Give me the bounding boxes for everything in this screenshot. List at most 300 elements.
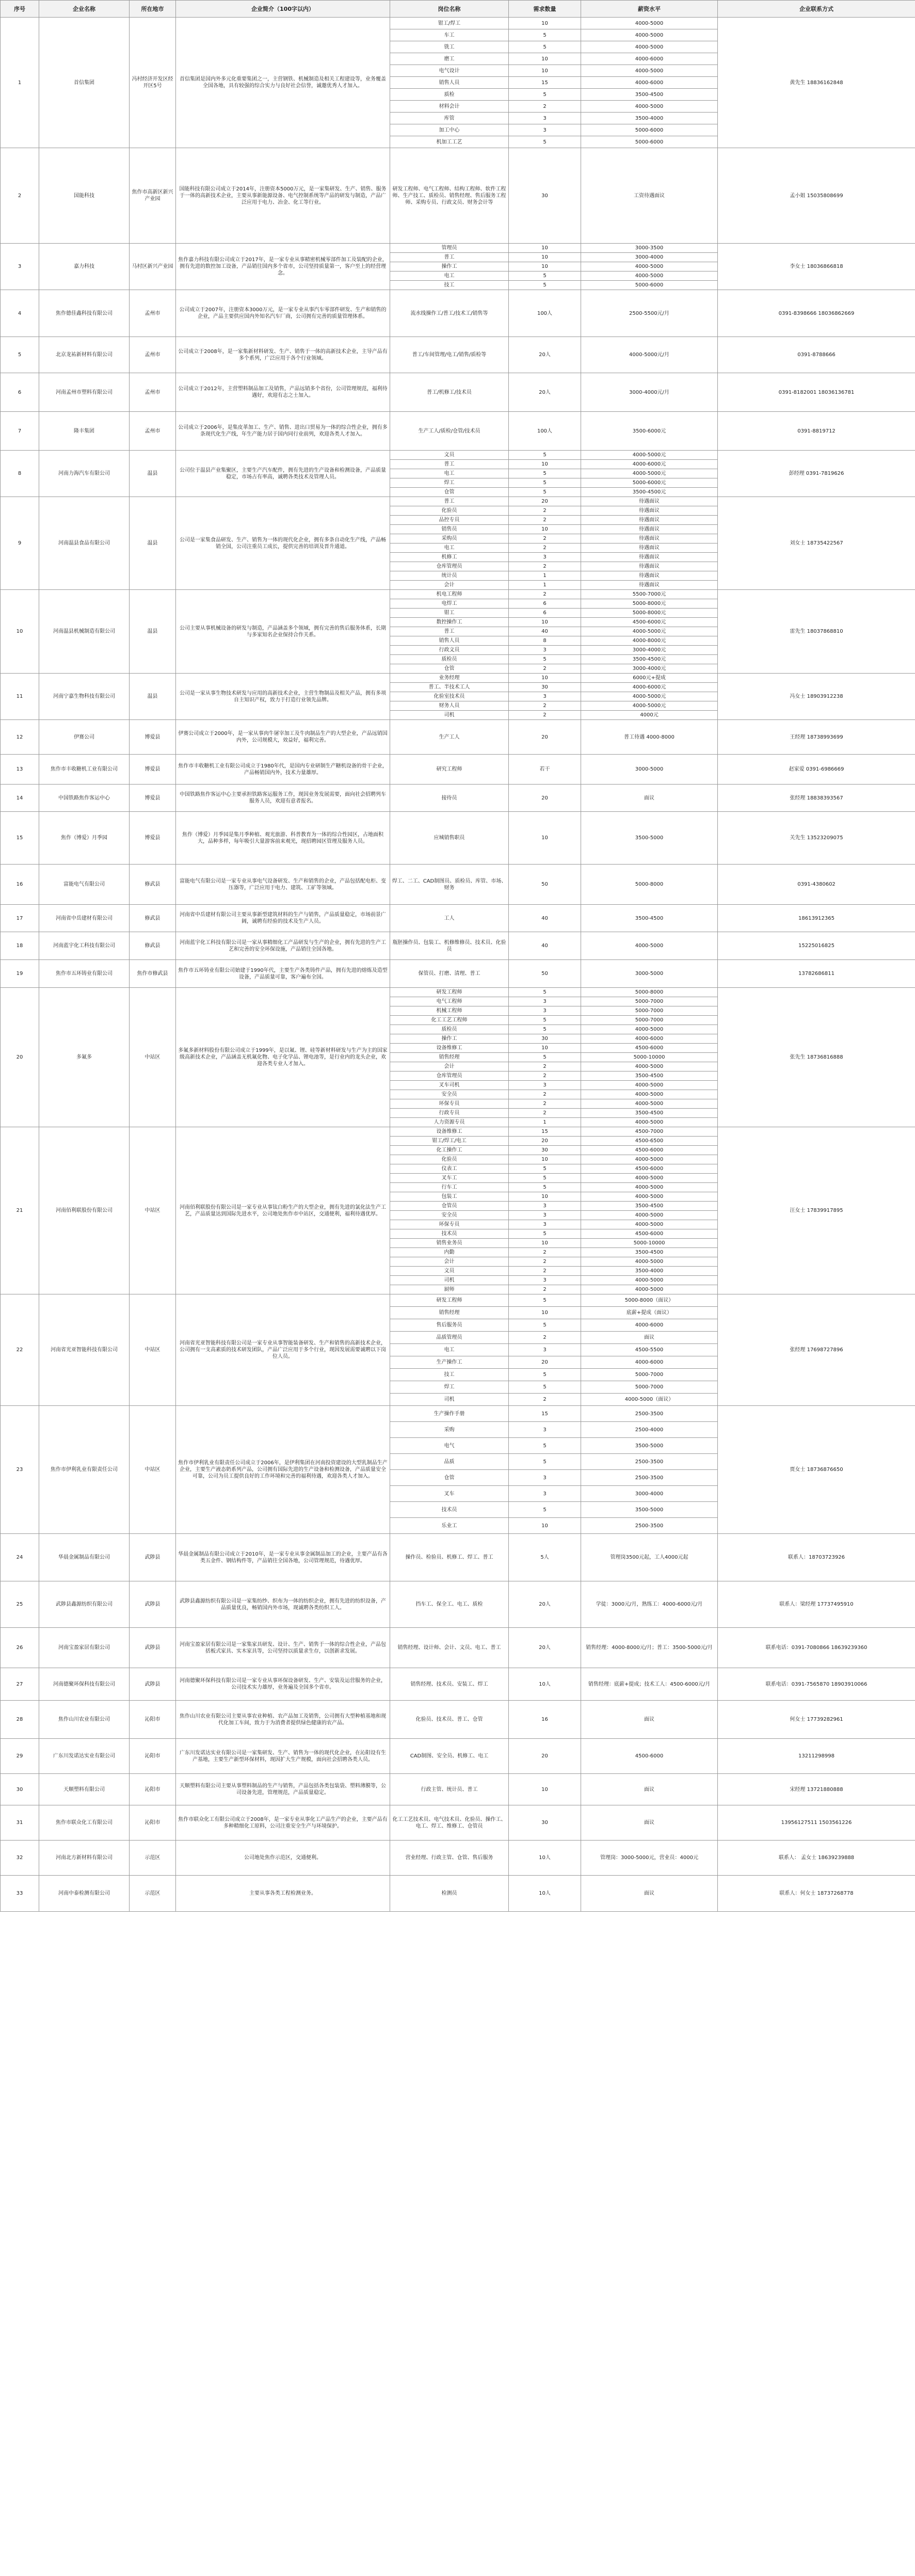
job-count-cell: 2 [509, 1267, 581, 1276]
salary-cell: 4000-6000 [581, 77, 718, 89]
city-cell: 温县 [130, 451, 176, 497]
job-count-cell: 30 [509, 1805, 581, 1841]
company-name-cell: 隆丰集团 [39, 412, 130, 451]
job-title-cell: 业务经理 [390, 674, 509, 683]
salary-cell: 4000-5000 [581, 262, 718, 271]
salary-cell: 面议 [581, 1332, 718, 1344]
job-title-cell: 机电工程师 [390, 590, 509, 599]
salary-cell: 4000-5000元/月 [581, 337, 718, 373]
table-row [1, 1739, 915, 1774]
contact-cell: 黄先生 18836162848 [718, 18, 915, 148]
salary-cell: 4000-6000元 [581, 460, 718, 469]
salary-cell: 3500-4500元 [581, 655, 718, 664]
table-row [1, 932, 915, 960]
index-cell: 21 [1, 1127, 39, 1294]
company-name-cell: 河南温县食品有限公司 [39, 497, 130, 590]
salary-cell: 3000-4000元/月 [581, 373, 718, 412]
job-title-cell: 安全员 [390, 1211, 509, 1220]
job-count-cell: 10人 [509, 1876, 581, 1912]
job-title-cell: 化验员、技术员、普工、仓管 [390, 1701, 509, 1739]
job-title-cell: 机加工工艺 [390, 136, 509, 148]
intro-cell: 多氟多新材料股份有限公司成立于1999年，是以氟、锂、硅等新材料研发与生产为主的国家级高新技术企业，产品涵盖无机氟化物、电子化学品、锂电池等，是行业内的龙头企业，欢迎各类专业人才加入。 [176, 988, 390, 1127]
contact-cell: 张经理 17698727896 [718, 1294, 915, 1406]
job-title-cell: 机械工程师 [390, 1006, 509, 1016]
job-count-cell: 2 [509, 1257, 581, 1267]
table-row [1, 497, 915, 506]
job-title-cell: 数控操作工 [390, 618, 509, 627]
intro-cell: 首信集团是国内外多元化重要集团之一，主营钢铁、机械制造及相关工程建设等，业务覆盖全国各地，具有较强的综合实力与良好社会信誉，诚邀优秀人才加入。 [176, 18, 390, 148]
job-title-cell: 普工 [390, 627, 509, 636]
salary-cell: 5000-7000 [581, 1381, 718, 1394]
salary-cell: 底薪+提成（面议） [581, 1307, 718, 1319]
job-count-cell: 20 [509, 785, 581, 812]
city-cell: 沁阳市 [130, 1739, 176, 1774]
company-name-cell: 焦作市联众化工有限公司 [39, 1805, 130, 1841]
job-count-cell: 50 [509, 865, 581, 905]
job-title-cell: CAD制图、安全员、机修工、电工 [390, 1739, 509, 1774]
job-title-cell: 研发工程师 [390, 988, 509, 997]
job-title-cell: 普工 [390, 460, 509, 469]
city-cell: 沁阳市 [130, 1774, 176, 1805]
job-title-cell: 材料会计 [390, 101, 509, 113]
job-title-cell: 会计 [390, 1062, 509, 1071]
index-cell: 23 [1, 1406, 39, 1534]
intro-cell: 河南蓝宇化工科技有限公司是一家从事精细化工产品研发与生产的企业，拥有先进的生产工艺和完善的安全环保设施，产品销往全国各地。 [176, 932, 390, 960]
job-title-cell: 钳工/焊工 [390, 18, 509, 29]
job-count-cell: 20 [509, 1356, 581, 1369]
table-row [1, 1406, 915, 1422]
company-name-cell: 富能电气有限公司 [39, 865, 130, 905]
index-cell: 15 [1, 812, 39, 865]
intro-cell: 广东川发诺达实业有限公司是一家集研发、生产、销售为一体的现代化企业，在沁阳设有生产基地，主要生产新型环保材料，现因扩大生产规模，面向社会招聘各类人员。 [176, 1739, 390, 1774]
intro-cell: 伊赛公司成立于2000年，是一家从事肉牛屠宰加工及牛肉制品生产的大型企业，产品远销国内外，公司规模大，效益好，福利完善。 [176, 720, 390, 755]
table-row [1, 590, 915, 599]
job-title-cell: 加工中心 [390, 124, 509, 136]
table-row [1, 1628, 915, 1668]
job-title-cell: 操作员、检验员、机修工、焊工、普工 [390, 1534, 509, 1581]
salary-cell: 销售经理：4000-8000元/月；普工：3500-5000元/月 [581, 1628, 718, 1668]
table-row [1, 373, 915, 412]
job-count-cell: 2 [509, 1062, 581, 1071]
city-cell: 沁阳市 [130, 1701, 176, 1739]
job-count-cell: 10 [509, 244, 581, 253]
job-title-cell: 质检员 [390, 1025, 509, 1034]
salary-cell: 4000-5000 [581, 1090, 718, 1099]
table-row [1, 18, 915, 29]
job-count-cell: 20 [509, 1137, 581, 1146]
salary-cell: 3500-4500 [581, 905, 718, 932]
salary-cell: 4500-6000 [581, 1044, 718, 1053]
job-title-cell: 电气设计 [390, 65, 509, 77]
job-count-cell: 5 [509, 1438, 581, 1454]
job-title-cell: 磨工 [390, 53, 509, 65]
job-title-cell: 会计 [390, 581, 509, 590]
salary-cell: 3500-4500 [581, 1071, 718, 1081]
index-cell: 5 [1, 337, 39, 373]
index-cell: 10 [1, 590, 39, 674]
job-count-cell: 3 [509, 1006, 581, 1016]
company-name-cell: 广东川发诺达实业有限公司 [39, 1739, 130, 1774]
job-count-cell: 2 [509, 506, 581, 516]
job-title-cell: 营业经理、行政主管、仓管、售后服务 [390, 1841, 509, 1876]
contact-cell: 0391-8182001 18036136781 [718, 373, 915, 412]
job-count-cell: 5 [509, 1053, 581, 1062]
job-count-cell: 5 [509, 655, 581, 664]
company-name-cell: 焦作市伊利乳业有限责任公司 [39, 1406, 130, 1534]
header-job-count: 需求数量 [509, 1, 581, 18]
job-title-cell: 化验员 [390, 506, 509, 516]
salary-cell: 2500-3500 [581, 1454, 718, 1470]
salary-cell: 5500-7000元 [581, 590, 718, 599]
salary-cell: 3500-4000 [581, 113, 718, 124]
job-count-cell: 10 [509, 1239, 581, 1248]
contact-cell: 彭经理 0391-7819626 [718, 451, 915, 497]
contact-cell: 雷先生 18037868810 [718, 590, 915, 674]
job-count-cell: 100人 [509, 412, 581, 451]
salary-cell: 3500-4000 [581, 1267, 718, 1276]
job-title-cell: 研发工程师 [390, 1294, 509, 1307]
intro-cell: 河南佰利联股份有限公司是一家专业从事钛白粉生产的大型企业，拥有先进的氯化法生产工艺，产品质量达到国际先进水平，公司地处焦作市中站区，交通便利，福利待遇优厚。 [176, 1127, 390, 1294]
intro-cell: 河南德聚环保科技有限公司是一家专业从事环保设备研发、生产、安装及运营服务的企业，公司技术实力雄厚，业务遍及全国多个省市。 [176, 1668, 390, 1701]
job-title-cell: 质检 [390, 89, 509, 101]
contact-cell: 孟小姐 15035808699 [718, 148, 915, 244]
job-count-cell: 20 [509, 720, 581, 755]
job-title-cell: 财务人员 [390, 701, 509, 711]
job-title-cell: 生产操作手册 [390, 1406, 509, 1422]
job-title-cell: 仓库管理员 [390, 562, 509, 571]
city-cell: 博爱县 [130, 720, 176, 755]
company-name-cell: 焦作山川农业有限公司 [39, 1701, 130, 1739]
salary-cell: 5000-6000 [581, 136, 718, 148]
intro-cell: 公司主要从事机械设备的研发与制造，产品涵盖多个领域，拥有完善的售后服务体系，长期与多家知名企业保持合作关系。 [176, 590, 390, 674]
job-count-cell: 2 [509, 101, 581, 113]
index-cell: 28 [1, 1701, 39, 1739]
job-count-cell: 10 [509, 1155, 581, 1164]
contact-cell: 13782686811 [718, 960, 915, 988]
job-count-cell: 10人 [509, 1841, 581, 1876]
contact-cell: 联系人：梁经理 17737495910 [718, 1581, 915, 1628]
salary-cell: 4000-5000 [581, 1099, 718, 1109]
city-cell: 温县 [130, 497, 176, 590]
index-cell: 4 [1, 290, 39, 337]
table-row [1, 1127, 915, 1137]
job-count-cell: 2 [509, 1332, 581, 1344]
salary-cell: 3000-4000 [581, 253, 718, 262]
job-count-cell: 10 [509, 65, 581, 77]
table-row [1, 674, 915, 683]
job-title-cell: 设备维修工 [390, 1044, 509, 1053]
index-cell: 1 [1, 18, 39, 148]
job-title-cell: 销售员 [390, 525, 509, 534]
job-count-cell: 5 [509, 1025, 581, 1034]
salary-cell: 4000-5000 [581, 65, 718, 77]
job-title-cell: 司机 [390, 1394, 509, 1406]
salary-cell: 面议 [581, 1876, 718, 1912]
job-count-cell: 2 [509, 562, 581, 571]
salary-cell: 面议 [581, 1701, 718, 1739]
job-title-cell: 销售业务员 [390, 1239, 509, 1248]
index-cell: 7 [1, 412, 39, 451]
salary-cell: 6000元+提成 [581, 674, 718, 683]
job-count-cell: 10 [509, 1774, 581, 1805]
salary-cell: 4500-6000 [581, 1164, 718, 1174]
contact-cell: 联系电话：0391-7080866 18639239360 [718, 1628, 915, 1668]
job-title-cell: 挡车工、保全工、电工、质检 [390, 1581, 509, 1628]
job-title-cell: 普工/车间管理/电工/销售/质检等 [390, 337, 509, 373]
header-city: 所在地市 [130, 1, 176, 18]
job-count-cell: 10 [509, 525, 581, 534]
salary-cell: 4000-6000 [581, 1356, 718, 1369]
salary-cell: 3500-5000 [581, 812, 718, 865]
salary-cell: 4500-7000 [581, 1127, 718, 1137]
job-title-cell: 电工 [390, 271, 509, 281]
job-count-cell: 3 [509, 646, 581, 655]
salary-cell: 5000-7000 [581, 1006, 718, 1016]
job-count-cell: 5 [509, 1369, 581, 1381]
company-name-cell: 焦作市丰收糖机工业有限公司 [39, 755, 130, 785]
salary-cell: 面议 [581, 785, 718, 812]
salary-cell: 5000-8000（面议） [581, 1294, 718, 1307]
job-title-cell: 普工 [390, 253, 509, 262]
salary-cell: 3000-3500 [581, 244, 718, 253]
job-count-cell: 20人 [509, 1628, 581, 1668]
intro-cell: 华晨金属制品有限公司成立于2010年，是一家专业从事金属制品加工的企业，主要产品有各类五金件、钢结构件等，产品销往全国各地，公司管理规范，待遇优厚。 [176, 1534, 390, 1581]
intro-cell: 武陟县鑫源纺织有限公司是一家集纺纱、织布为一体的纺织企业，拥有先进的纺织设备，产品质量优良，畅销国内外市场，现诚聘各类纺织工人。 [176, 1581, 390, 1628]
contact-cell: 赵家爱 0391-6986669 [718, 755, 915, 785]
job-count-cell: 5 [509, 136, 581, 148]
contact-cell: 李女士 18036866818 [718, 244, 915, 290]
salary-cell: 5000-7000 [581, 997, 718, 1006]
job-count-cell: 15 [509, 1127, 581, 1137]
job-title-cell: 电气工程师 [390, 997, 509, 1006]
salary-cell: 4000-5000 [581, 1192, 718, 1202]
salary-cell: 4000-5000 [581, 41, 718, 53]
intro-cell: 富能电气有限公司是一家专业从事电气设备研发、生产和销售的企业，产品包括配电柜、变压器等，广泛应用于电力、建筑、工矿等领域。 [176, 865, 390, 905]
salary-cell: 4000-5000 [581, 1062, 718, 1071]
intro-cell: 公司是一家集食品研发、生产、销售为一体的现代化企业，拥有多条自动化生产线，产品畅销全国，公司注重员工成长，提供完善的培训及晋升通道。 [176, 497, 390, 590]
city-cell: 焦作市修武县 [130, 960, 176, 988]
job-title-cell: 人力资源专员 [390, 1118, 509, 1127]
company-name-cell: 河南宝盈家居有限公司 [39, 1628, 130, 1668]
salary-cell: 4000-8000元 [581, 636, 718, 646]
salary-cell: 4000-5000 [581, 18, 718, 29]
salary-cell: 待遇面议 [581, 516, 718, 525]
job-title-cell: 仪表工 [390, 1164, 509, 1174]
contact-cell: 联系人：何女士 18737268778 [718, 1876, 915, 1912]
contact-cell: 汪女士 17839917895 [718, 1127, 915, 1294]
city-cell: 武陟县 [130, 1581, 176, 1628]
job-title-cell: 销售经理、技术员、安装工、焊工 [390, 1668, 509, 1701]
company-name-cell: 河南佰利联股份有限公司 [39, 1127, 130, 1294]
city-cell: 温县 [130, 674, 176, 720]
job-title-cell: 技工 [390, 1369, 509, 1381]
job-title-cell: 电工 [390, 543, 509, 553]
salary-cell: 4500-6500 [581, 1137, 718, 1146]
salary-cell: 待遇面议 [581, 562, 718, 571]
job-count-cell: 10 [509, 53, 581, 65]
job-count-cell: 2 [509, 1071, 581, 1081]
job-title-cell: 文员 [390, 451, 509, 460]
index-cell: 2 [1, 148, 39, 244]
job-count-cell: 5 [509, 1502, 581, 1518]
intro-cell: 河南省中岳建材有限公司主要从事新型建筑材料的生产与销售，产品质量稳定，市场前景广阔，诚聘有经验的技术及生产人员。 [176, 905, 390, 932]
index-cell: 9 [1, 497, 39, 590]
job-title-cell: 工人 [390, 905, 509, 932]
job-count-cell: 若干 [509, 755, 581, 785]
job-count-cell: 5人 [509, 1534, 581, 1581]
job-title-cell: 质检员 [390, 655, 509, 664]
company-name-cell: 焦作德佳鑫科技有限公司 [39, 290, 130, 337]
salary-cell: 4000-5000 [581, 1257, 718, 1267]
job-count-cell: 5 [509, 89, 581, 101]
job-count-cell: 10 [509, 460, 581, 469]
salary-cell: 4500-6000元 [581, 618, 718, 627]
index-cell: 30 [1, 1774, 39, 1805]
salary-cell: 4000-6000 [581, 1034, 718, 1044]
salary-cell: 5000-7000 [581, 1016, 718, 1025]
salary-cell: 2500-3500 [581, 1518, 718, 1534]
index-cell: 11 [1, 674, 39, 720]
job-count-cell: 3 [509, 1211, 581, 1220]
job-count-cell: 2 [509, 516, 581, 525]
job-title-cell: 包装工 [390, 1192, 509, 1202]
intro-cell: 中国铁路焦作客运中心主要承担铁路客运服务工作，现因业务发展需要，面向社会招聘列车服务人员，欢迎有意者报名。 [176, 785, 390, 812]
job-count-cell: 10 [509, 1192, 581, 1202]
salary-cell: 4000-6000 [581, 1319, 718, 1332]
job-count-cell: 15 [509, 77, 581, 89]
job-count-cell: 15 [509, 1406, 581, 1422]
index-cell: 6 [1, 373, 39, 412]
job-count-cell: 3 [509, 997, 581, 1006]
job-count-cell: 1 [509, 571, 581, 581]
intro-cell: 国能科技有限公司成立于2014年，注册资本5000万元，是一家集研发、生产、销售、服务于一体的高新技术企业，主要从事新能源设备、电气控制系统等产品的研发与制造，产品广泛应用于电力、冶金、化工等行业。 [176, 148, 390, 244]
job-count-cell: 2 [509, 1285, 581, 1294]
company-name-cell: 嘉力科技 [39, 244, 130, 290]
job-title-cell: 焊工 [390, 478, 509, 488]
job-count-cell: 3 [509, 1220, 581, 1229]
job-title-cell: 仓管员 [390, 1202, 509, 1211]
job-title-cell: 叉车 [390, 1486, 509, 1502]
salary-cell: 4000-5000 [581, 1183, 718, 1192]
contact-cell: 联系电话：0391-7565870 18903910066 [718, 1668, 915, 1701]
table-row [1, 290, 915, 337]
salary-cell: 待遇面议 [581, 525, 718, 534]
company-name-cell: 华晨金属制品有限公司 [39, 1534, 130, 1581]
job-title-cell: 化工操作工 [390, 1146, 509, 1155]
index-cell: 18 [1, 932, 39, 960]
job-title-cell: 销售经理、设计师、会计、文员、电工、普工 [390, 1628, 509, 1668]
job-title-cell: 电工 [390, 1344, 509, 1356]
job-count-cell: 2 [509, 711, 581, 720]
table-row [1, 755, 915, 785]
company-name-cell: 武陟县鑫源纺织有限公司 [39, 1581, 130, 1628]
table-row [1, 960, 915, 988]
job-count-cell: 10 [509, 1044, 581, 1053]
salary-cell: 3500-5000 [581, 1438, 718, 1454]
salary-cell: 2500-3500 [581, 1406, 718, 1422]
salary-cell: 4500-5500 [581, 1344, 718, 1356]
salary-cell: 5000-7000 [581, 1369, 718, 1381]
job-title-cell: 仓管 [390, 664, 509, 674]
company-name-cell: 焦作（博爱）月季园 [39, 812, 130, 865]
job-title-cell: 销售人员 [390, 636, 509, 646]
salary-cell: 3000-5000 [581, 960, 718, 988]
job-count-cell: 20人 [509, 373, 581, 412]
salary-cell: 4000-5000 [581, 29, 718, 41]
table-body [1, 18, 915, 1912]
contact-cell: 0391-8788666 [718, 337, 915, 373]
job-count-cell: 40 [509, 627, 581, 636]
salary-cell: 待遇面议 [581, 571, 718, 581]
company-name-cell: 首信集团 [39, 18, 130, 148]
job-title-cell: 品质 [390, 1454, 509, 1470]
company-name-cell: 北京龙祐新材料有限公司 [39, 337, 130, 373]
salary-cell: 4000-5000 [581, 1025, 718, 1034]
job-count-cell: 5 [509, 469, 581, 478]
city-cell: 示范区 [130, 1841, 176, 1876]
job-title-cell: 销售经理 [390, 1053, 509, 1062]
job-count-cell: 1 [509, 581, 581, 590]
city-cell: 中站区 [130, 1127, 176, 1294]
intro-cell: 公司成立于2006年，是集皮革加工、生产、销售、进出口贸易为一体的综合性企业，拥有多条现代化生产线，年生产能力居于国内同行业前列，欢迎各类人才加入。 [176, 412, 390, 451]
job-count-cell: 2 [509, 1090, 581, 1099]
job-count-cell: 6 [509, 599, 581, 609]
salary-cell: 5000-10000 [581, 1239, 718, 1248]
index-cell: 27 [1, 1668, 39, 1701]
city-cell: 武陟县 [130, 1668, 176, 1701]
table-row [1, 988, 915, 997]
header-salary: 薪资水平 [581, 1, 718, 18]
company-name-cell: 河南北方新材料有限公司 [39, 1841, 130, 1876]
job-count-cell: 5 [509, 1016, 581, 1025]
company-name-cell: 河南孟州市塑料有限公司 [39, 373, 130, 412]
salary-cell: 3000-4000元 [581, 664, 718, 674]
company-name-cell: 焦作市五环铸业有限公司 [39, 960, 130, 988]
job-title-cell: 化验员 [390, 1155, 509, 1164]
table-row [1, 148, 915, 244]
salary-cell: 待遇面议 [581, 534, 718, 543]
job-title-cell: 生产工人 [390, 720, 509, 755]
job-count-cell: 3 [509, 1422, 581, 1438]
job-count-cell: 8 [509, 636, 581, 646]
job-count-cell: 10 [509, 1307, 581, 1319]
city-cell: 冯村经济开发区经开区5号 [130, 18, 176, 148]
job-title-cell: 行政专员 [390, 1109, 509, 1118]
job-title-cell: 接待员 [390, 785, 509, 812]
salary-cell: 4000-5000元 [581, 469, 718, 478]
city-cell: 博爱县 [130, 812, 176, 865]
contact-cell: 13211298998 [718, 1739, 915, 1774]
intro-cell: 河南宝盈家居有限公司是一家集家具研发、设计、生产、销售于一体的综合性企业，产品包括板式家具、实木家具等，公司坚持以质量求生存，以创新求发展。 [176, 1628, 390, 1668]
job-count-cell: 20人 [509, 1581, 581, 1628]
job-count-cell: 3 [509, 1486, 581, 1502]
index-cell: 29 [1, 1739, 39, 1774]
salary-cell: 4000-5000 [581, 1211, 718, 1220]
job-count-cell: 5 [509, 1319, 581, 1332]
salary-cell: 3500-4500 [581, 1109, 718, 1118]
job-title-cell: 电工 [390, 469, 509, 478]
salary-cell: 4000-5000元 [581, 701, 718, 711]
index-cell: 25 [1, 1581, 39, 1628]
index-cell: 22 [1, 1294, 39, 1406]
job-count-cell: 2 [509, 1248, 581, 1257]
salary-cell: 2500-5500元/月 [581, 290, 718, 337]
job-count-cell: 10 [509, 262, 581, 271]
table-row [1, 1876, 915, 1912]
job-count-cell: 10 [509, 253, 581, 262]
contact-cell: 贾女士 18736876650 [718, 1406, 915, 1534]
job-count-cell: 5 [509, 1164, 581, 1174]
